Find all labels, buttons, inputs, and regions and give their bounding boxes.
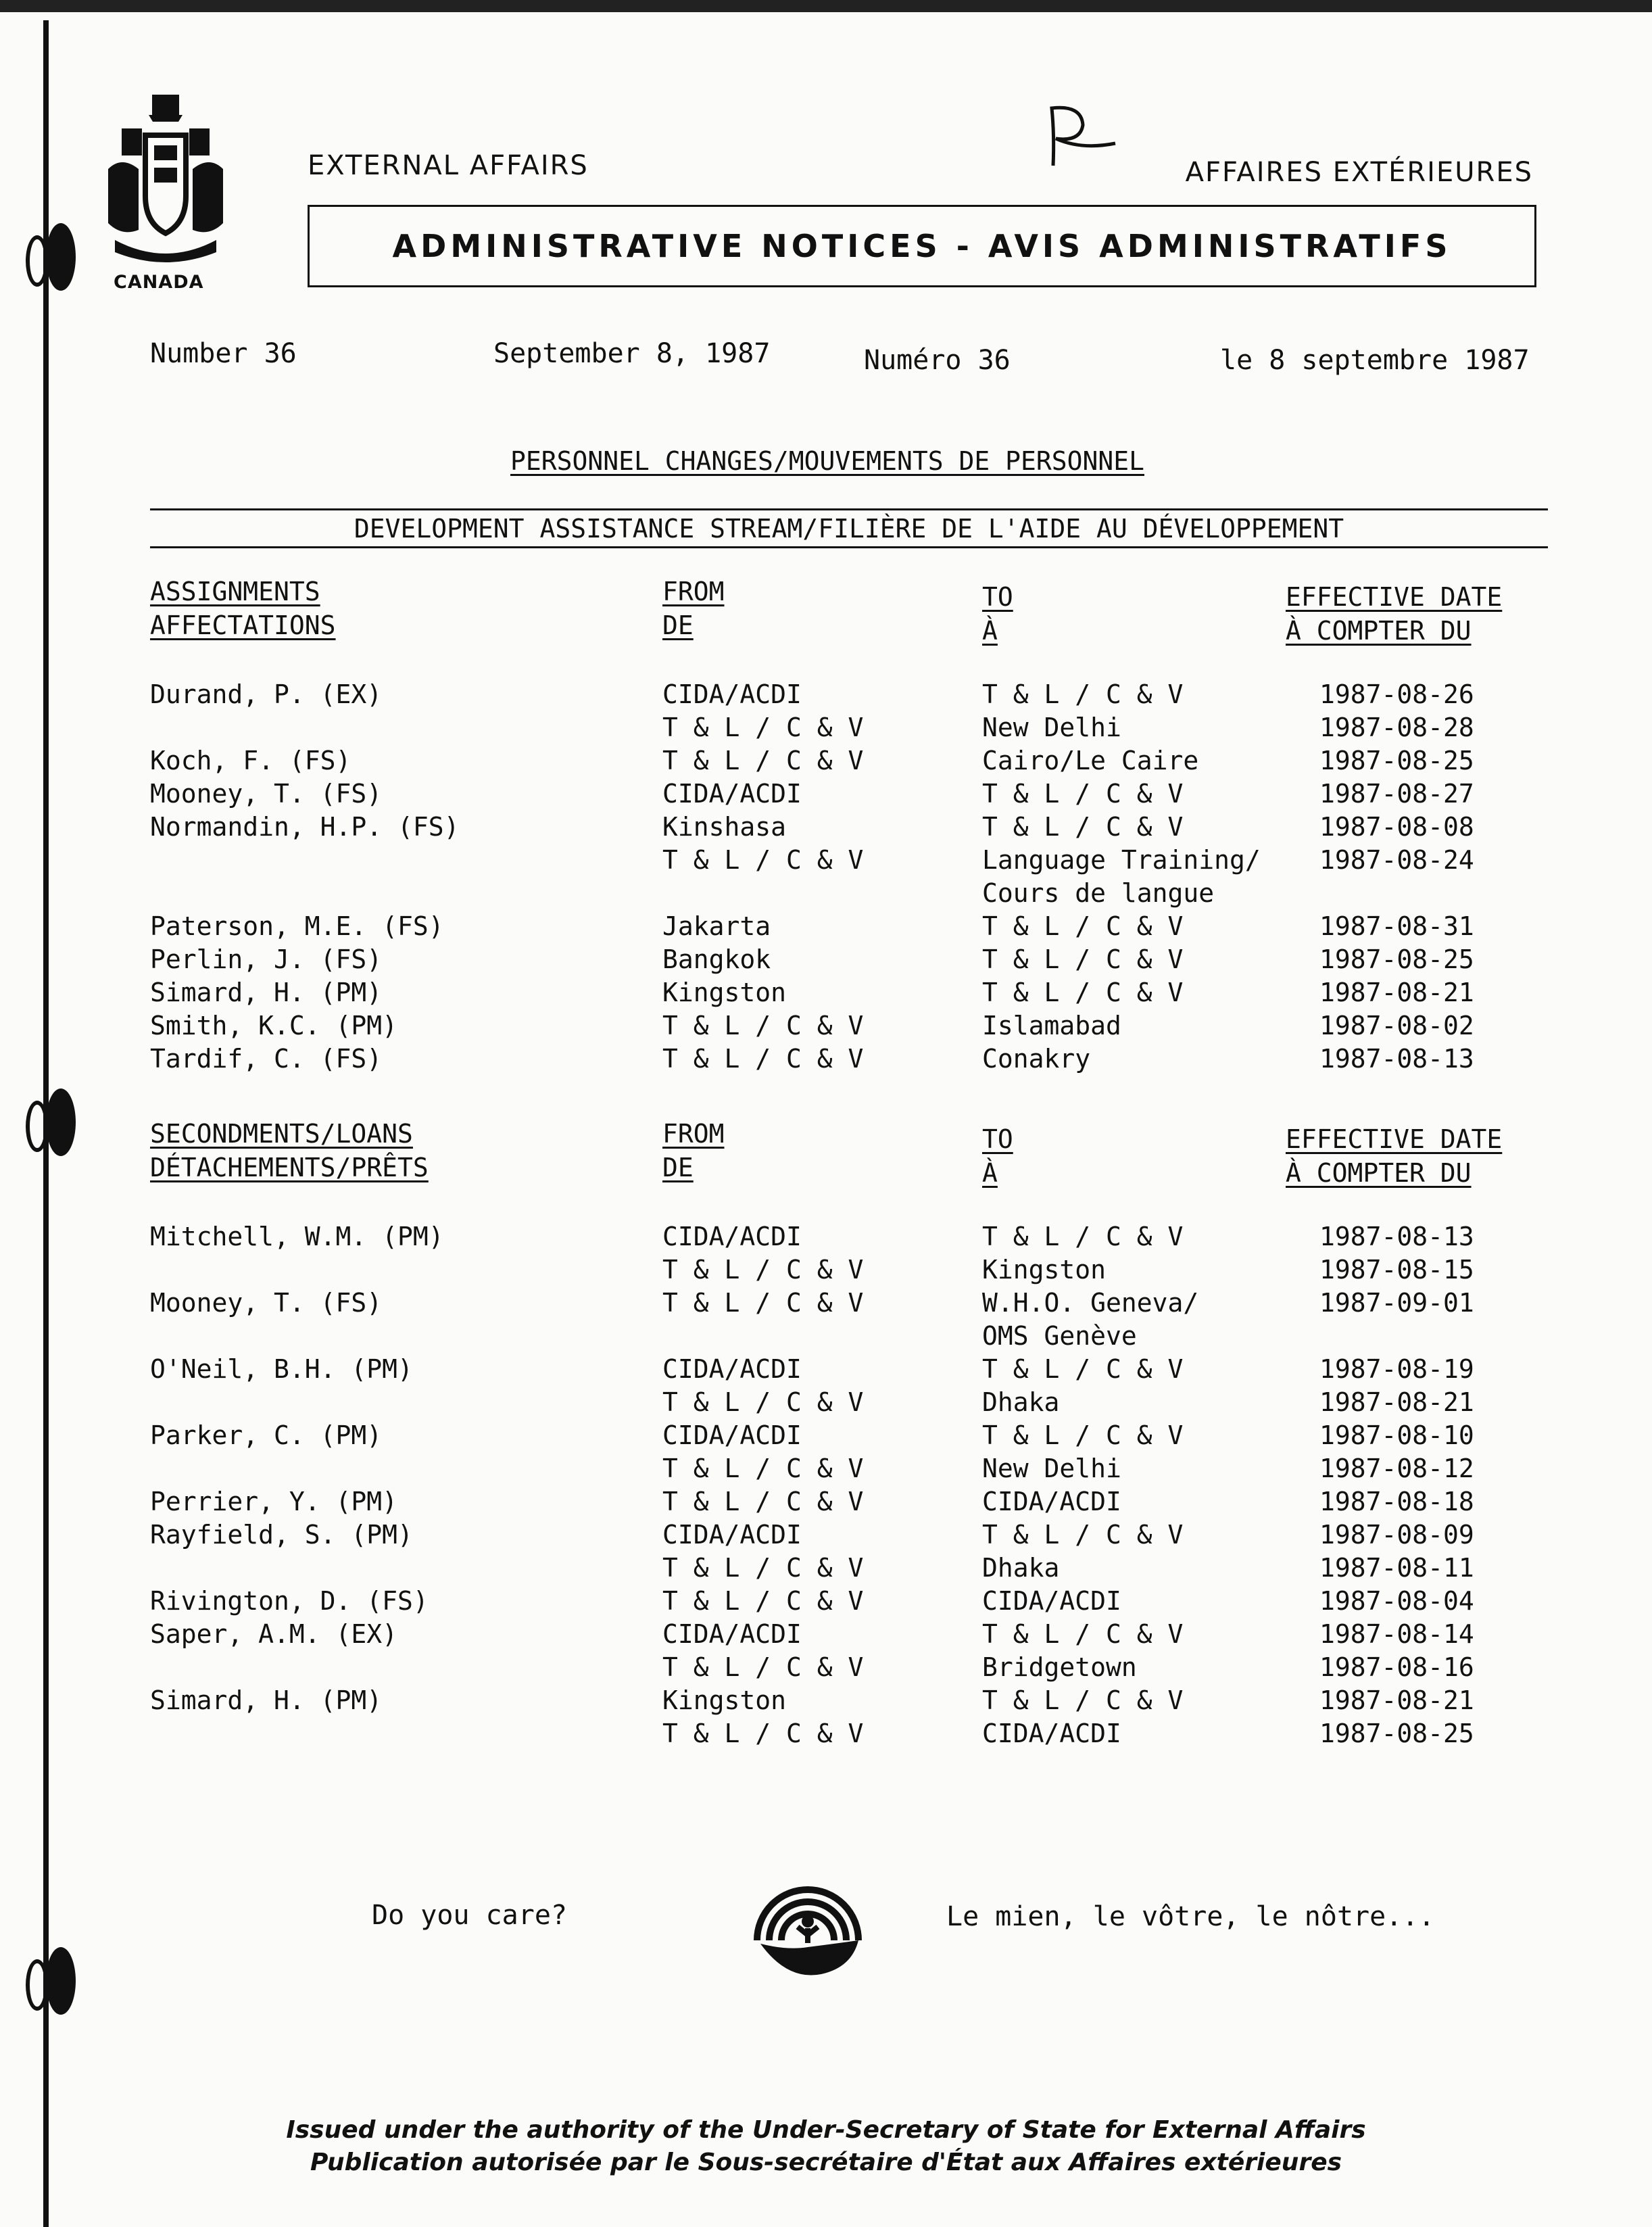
employee-name: Parker, C. (PM)	[150, 1420, 383, 1450]
table-row	[0, 943, 1652, 976]
department-english: EXTERNAL AFFAIRS	[308, 150, 589, 181]
assignments-from-heading: FROM DE	[662, 577, 725, 640]
to-location: OMS Genève	[982, 1321, 1137, 1351]
promo-left: Do you care?	[372, 1900, 567, 1931]
table-row	[0, 877, 1652, 910]
to-location: T & L / C & V	[982, 978, 1184, 1007]
effective-date: 1987-08-13	[1319, 1044, 1474, 1074]
from-location: T & L / C & V	[662, 1011, 864, 1040]
binder-ring	[26, 1088, 73, 1156]
effective-date: 1987-08-25	[1319, 944, 1474, 974]
secondments-to-heading: TO À	[982, 1124, 1013, 1188]
table-row	[0, 777, 1652, 811]
to-location: Kingston	[982, 1255, 1107, 1285]
employee-name: Simard, H. (PM)	[150, 978, 383, 1007]
table-row	[0, 910, 1652, 943]
crest-label: CANADA	[114, 272, 204, 293]
table-row	[0, 844, 1652, 877]
from-location: T & L / C & V	[662, 1454, 864, 1483]
to-location: W.H.O. Geneva/	[982, 1288, 1199, 1318]
stream-title: DEVELOPMENT ASSISTANCE STREAM/FILIÈRE DE L'AIDE AU DÉVELOPPEMENT	[354, 514, 1344, 544]
footer-french: Publication autorisée par le Sous-secrétaire d'État aux Affaires extérieures	[310, 2149, 1342, 2176]
to-location: T & L / C & V	[982, 944, 1184, 974]
effective-date: 1987-08-02	[1319, 1011, 1474, 1040]
from-location: T & L / C & V	[662, 1652, 864, 1682]
to-location: T & L / C & V	[982, 1222, 1184, 1251]
effective-date: 1987-08-24	[1319, 845, 1474, 875]
table-row	[0, 1585, 1652, 1618]
from-location: T & L / C & V	[662, 1288, 864, 1318]
scan-top-edge	[0, 0, 1652, 12]
to-location: Conakry	[982, 1044, 1091, 1074]
secondments-date-heading: EFFECTIVE DATE À COMPTER DU	[1286, 1124, 1503, 1188]
table-row	[0, 1353, 1652, 1386]
date-french: le 8 septembre 1987	[1220, 345, 1530, 376]
from-location: T & L / C & V	[662, 1586, 864, 1616]
table-row	[0, 1485, 1652, 1518]
table-row	[0, 1220, 1652, 1253]
table-row	[0, 1386, 1652, 1419]
from-location: Kinshasa	[662, 812, 787, 842]
assignments-to-heading: TO À	[982, 582, 1013, 646]
from-location: Jakarta	[662, 911, 771, 941]
employee-name: Koch, F. (FS)	[150, 746, 351, 775]
employee-name: Smith, K.C. (PM)	[150, 1011, 398, 1040]
employee-name: Tardif, C. (FS)	[150, 1044, 383, 1074]
table-row	[0, 1717, 1652, 1750]
secondments-heading: SECONDMENTS/LOANS DÉTACHEMENTS/PRÊTS	[150, 1119, 429, 1182]
effective-date: 1987-08-11	[1319, 1553, 1474, 1583]
to-location: T & L / C & V	[982, 1354, 1184, 1384]
table-row	[0, 1618, 1652, 1651]
to-location: Language Training/	[982, 845, 1261, 875]
to-location: New Delhi	[982, 713, 1121, 742]
assignments-table	[0, 678, 1652, 1076]
effective-date: 1987-08-15	[1319, 1255, 1474, 1285]
employee-name: Rivington, D. (FS)	[150, 1586, 429, 1616]
effective-date: 1987-08-18	[1319, 1487, 1474, 1516]
employee-name: Normandin, H.P. (FS)	[150, 812, 460, 842]
table-row	[0, 976, 1652, 1009]
to-location: Cours de langue	[982, 878, 1215, 908]
table-row	[0, 1419, 1652, 1452]
date-english: September 8, 1987	[493, 338, 771, 369]
canada-coat-of-arms-icon	[101, 88, 230, 291]
table-row	[0, 1684, 1652, 1717]
from-location: T & L / C & V	[662, 1255, 864, 1285]
divider	[150, 546, 1548, 548]
effective-date: 1987-08-21	[1319, 1685, 1474, 1715]
effective-date: 1987-08-19	[1319, 1354, 1474, 1384]
employee-name: Rayfield, S. (PM)	[150, 1520, 413, 1550]
from-location: CIDA/ACDI	[662, 1222, 802, 1251]
to-location: Dhaka	[982, 1387, 1060, 1417]
from-location: Kingston	[662, 978, 787, 1007]
handwritten-mark	[1041, 101, 1129, 176]
to-location: Cairo/Le Caire	[982, 746, 1199, 775]
divider	[150, 508, 1548, 510]
to-location: T & L / C & V	[982, 911, 1184, 941]
effective-date: 1987-08-14	[1319, 1619, 1474, 1649]
table-row	[0, 1253, 1652, 1287]
from-location: Kingston	[662, 1685, 787, 1715]
effective-date: 1987-08-08	[1319, 812, 1474, 842]
employee-name: Saper, A.M. (EX)	[150, 1619, 398, 1649]
table-row	[0, 1651, 1652, 1684]
effective-date: 1987-08-28	[1319, 713, 1474, 742]
effective-date: 1987-08-10	[1319, 1420, 1474, 1450]
from-location: Bangkok	[662, 944, 771, 974]
table-row	[0, 678, 1652, 711]
employee-name: Paterson, M.E. (FS)	[150, 911, 444, 941]
from-location: T & L / C & V	[662, 1487, 864, 1516]
from-location: CIDA/ACDI	[662, 1520, 802, 1550]
employee-name: Perrier, Y. (PM)	[150, 1487, 398, 1516]
from-location: T & L / C & V	[662, 1387, 864, 1417]
from-location: T & L / C & V	[662, 746, 864, 775]
to-location: CIDA/ACDI	[982, 1719, 1121, 1748]
united-way-logo-icon	[744, 1859, 872, 1988]
to-location: CIDA/ACDI	[982, 1487, 1121, 1516]
notice-title: ADMINISTRATIVE NOTICES - AVIS ADMINISTRATIFS	[308, 205, 1536, 287]
effective-date: 1987-08-31	[1319, 911, 1474, 941]
from-location: T & L / C & V	[662, 1553, 864, 1583]
effective-date: 1987-09-01	[1319, 1288, 1474, 1318]
effective-date: 1987-08-12	[1319, 1454, 1474, 1483]
assignments-heading: ASSIGNMENTS AFFECTATIONS	[150, 577, 336, 640]
effective-date: 1987-08-26	[1319, 679, 1474, 709]
employee-name: Mitchell, W.M. (PM)	[150, 1222, 444, 1251]
to-location: T & L / C & V	[982, 679, 1184, 709]
table-row	[0, 744, 1652, 777]
table-row	[0, 811, 1652, 844]
table-row	[0, 1287, 1652, 1320]
table-row	[0, 1552, 1652, 1585]
from-location: CIDA/ACDI	[662, 779, 802, 809]
effective-date: 1987-08-13	[1319, 1222, 1474, 1251]
footer-english: Issued under the authority of the Under-Secretary of State for External Affairs	[286, 2116, 1366, 2144]
from-location: T & L / C & V	[662, 845, 864, 875]
employee-name: O'Neil, B.H. (PM)	[150, 1354, 413, 1384]
effective-date: 1987-08-27	[1319, 779, 1474, 809]
effective-date: 1987-08-25	[1319, 746, 1474, 775]
from-location: CIDA/ACDI	[662, 1619, 802, 1649]
employee-name: Simard, H. (PM)	[150, 1685, 383, 1715]
to-location: T & L / C & V	[982, 779, 1184, 809]
to-location: Bridgetown	[982, 1652, 1137, 1682]
promo-right: Le mien, le vôtre, le nôtre...	[946, 1901, 1435, 1932]
table-row	[0, 1043, 1652, 1076]
effective-date: 1987-08-04	[1319, 1586, 1474, 1616]
to-location: New Delhi	[982, 1454, 1121, 1483]
from-location: T & L / C & V	[662, 713, 864, 742]
binder-ring	[26, 1947, 73, 2015]
effective-date: 1987-08-09	[1319, 1520, 1474, 1550]
department-french: AFFAIRES EXTÉRIEURES	[1185, 157, 1533, 188]
employee-name: Durand, P. (EX)	[150, 679, 383, 709]
employee-name: Mooney, T. (FS)	[150, 779, 383, 809]
to-location: Dhaka	[982, 1553, 1060, 1583]
effective-date: 1987-08-16	[1319, 1652, 1474, 1682]
from-location: CIDA/ACDI	[662, 679, 802, 709]
effective-date: 1987-08-21	[1319, 1387, 1474, 1417]
table-row	[0, 1320, 1652, 1353]
from-location: T & L / C & V	[662, 1044, 864, 1074]
from-location: CIDA/ACDI	[662, 1354, 802, 1384]
table-row	[0, 711, 1652, 744]
to-location: T & L / C & V	[982, 1685, 1184, 1715]
number-english: Number 36	[150, 338, 297, 369]
number-french: Numéro 36	[864, 345, 1011, 376]
from-location: CIDA/ACDI	[662, 1420, 802, 1450]
table-row	[0, 1009, 1652, 1043]
assignments-date-heading: EFFECTIVE DATE À COMPTER DU	[1286, 582, 1503, 646]
employee-name: Perlin, J. (FS)	[150, 944, 383, 974]
effective-date: 1987-08-25	[1319, 1719, 1474, 1748]
to-location: T & L / C & V	[982, 1619, 1184, 1649]
table-row	[0, 1452, 1652, 1485]
to-location: T & L / C & V	[982, 1520, 1184, 1550]
secondments-table	[0, 1220, 1652, 1750]
page-title: PERSONNEL CHANGES/MOUVEMENTS DE PERSONNEL	[510, 446, 1144, 476]
effective-date: 1987-08-21	[1319, 978, 1474, 1007]
from-location: T & L / C & V	[662, 1719, 864, 1748]
to-location: T & L / C & V	[982, 812, 1184, 842]
to-location: CIDA/ACDI	[982, 1586, 1121, 1616]
to-location: Islamabad	[982, 1011, 1121, 1040]
employee-name: Mooney, T. (FS)	[150, 1288, 383, 1318]
binder-ring	[26, 223, 73, 291]
to-location: T & L / C & V	[982, 1420, 1184, 1450]
table-row	[0, 1518, 1652, 1552]
secondments-from-heading: FROM DE	[662, 1119, 725, 1182]
